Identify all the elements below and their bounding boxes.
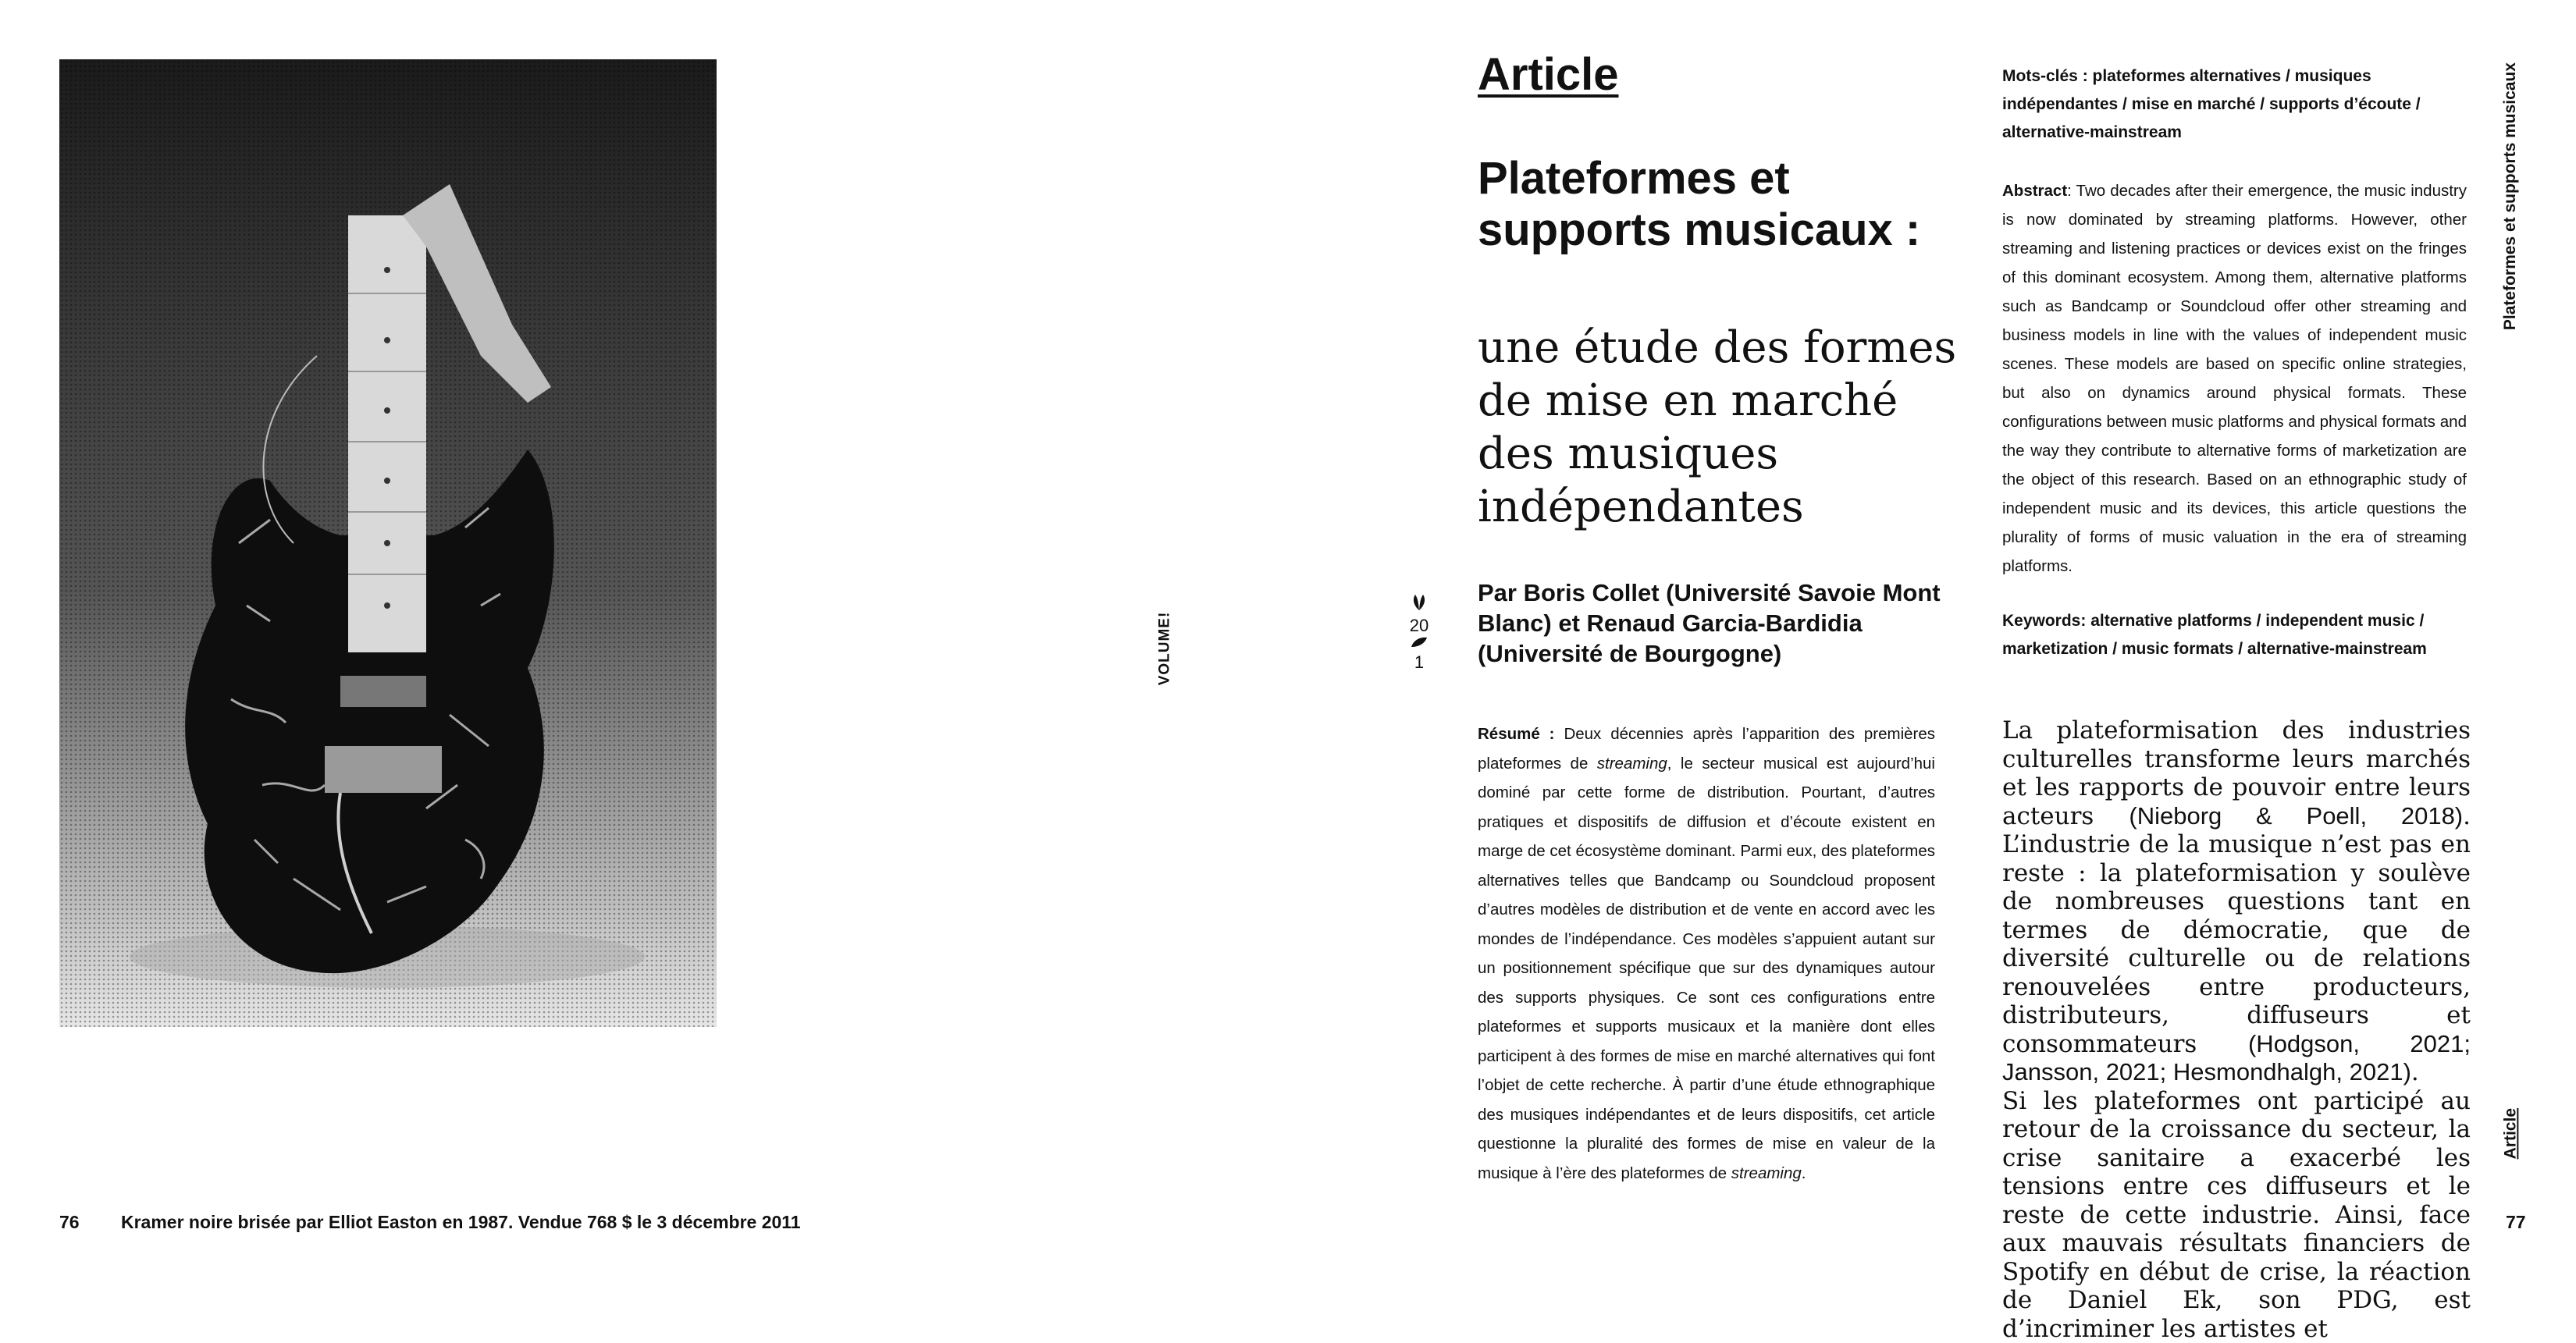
abstract-text: : Two decades after their emergence, the music industry is now dominated by streaming platforms. However, other streaming and listening practices or devices exist on the fringes of this dominant ecosystem. Among them, alternative platforms such as Bandcamp or Soundcloud offer other streaming and business models in line with the values of independent music scenes. These models are based on specific online strategies, but also on dynamics around physical formats. These configurations between music platforms and physical formats and the way they contribute to alternative forms of marketization are the object of this research. Based on an ethnographic study of independent music and its devices, this article questions the plurality of forms of music valuation in the era of streaming platforms. xyxy=(2002,182,2467,575)
keywords: Keywords: alternative platforms / independent music / marketization / music formats / alternative-mainstream xyxy=(2002,612,2427,658)
running-foot-text: Article xyxy=(2501,1108,2519,1160)
photo-caption: Kramer noire brisée par Elliot Easton en 1987. Vendue 768 $ le 3 décembre 2011 xyxy=(121,1212,801,1232)
citation-1: (Nieborg & Poell, 2018) xyxy=(2129,801,2464,830)
body-text-3: . xyxy=(2411,1058,2419,1086)
issue-number: 1 xyxy=(1414,652,1425,672)
guitar-photo xyxy=(59,59,717,1027)
resume-text-1: Deux décennies après l’apparition des premières plateformes de xyxy=(1478,725,1936,773)
citation-2: (Hodgson, 2021; Jansson, 2021; Hesmondhalgh, 2021) xyxy=(2002,1029,2471,1085)
page-number-left: 76 xyxy=(59,1212,80,1232)
running-head-text: Plateformes et supports musicaux xyxy=(2501,62,2519,331)
issue-mark xyxy=(1401,593,1437,673)
journal-volume-mark xyxy=(1156,609,1178,695)
resume-term-1: streaming xyxy=(1596,754,1667,773)
resume-text-3: . xyxy=(1801,1164,1806,1182)
guitar-illustration xyxy=(59,59,717,1027)
running-head xyxy=(2498,62,2524,343)
article-subtitle: une étude des formes de mise en marché des musiques indépendantes xyxy=(1478,322,1957,532)
section-heading: Article xyxy=(1478,49,1619,100)
article-authors: Par Boris Collet (Université Savoie Mont Blanc) et Renaud Garcia-Bardidia (Université de Bourgogne) xyxy=(1478,579,1941,667)
abstract-label: Abstract xyxy=(2002,182,2068,200)
journal-name: VOLUME! xyxy=(1156,611,1173,686)
body-paragraph-2: Si les plateformes ont participé au retour de la croissance du secteur, la crise sanitaire a exacerbé les tensions entre ces diffuseurs et le reste de cette industrie. Ainsi, face aux mauvais résultats financiers de Spotify en début de crise, la réaction de Daniel Ek, son PDG, est d’incriminer les artistes et xyxy=(2002,1086,2471,1343)
resume-paragraph xyxy=(1478,719,1935,1188)
running-foot xyxy=(2498,1108,2524,1171)
article-body xyxy=(2002,716,2471,1343)
article-title: Plateformes et supports musicaux : xyxy=(1478,153,1921,255)
resume-text-2: , le secteur musical est aujourd’hui dominé par cette forme de distribution. Pourtant, d’autres pratiques et dispositifs de diffusion et d’écoute existent en marge de cet écosystème dominant. Parmi eux, des plateformes alternatives telles que Bandcamp ou Soundcloud proposent d’autres modèles de distribution et de vente en accord avec les mondes de l’indépendance. Ces modèles s’appuient autant sur un positionnement spécifique que sur des dynamiques autour des supports physiques. Ce sont ces configurations entre plateformes et supports musicaux et la manière dont elles participent à des formes de mise en marché alternatives qui font l’objet de cette recherche. À partir d’une étude ethnographique des musiques indépendantes et de leurs dispositifs, cet article questionne la pluralité des formes de mise en valeur de la musique à l’ère des plateformes de xyxy=(1478,754,1935,1182)
body-text-2: . L’industrie de la musique n’est pas en reste : la plateformisation y soulève de nombreuses questions tant en termes de démocratie, que de diversité culturelle ou de relations renouvelées entre producteurs, distributeurs, diffuseurs et consommateurs xyxy=(2002,801,2471,1058)
abstract-paragraph xyxy=(2002,176,2467,581)
issue-volume-number: 20 xyxy=(1409,616,1429,635)
mots-cles: Mots-clés : plateformes alternatives / musiques indépendantes / mise en marché / supports d’écoute / alternative-mainstream xyxy=(2002,67,2421,141)
leaf-icon xyxy=(1409,593,1429,612)
page-number-right: 77 xyxy=(2506,1212,2526,1232)
leaf-separator-icon xyxy=(1409,636,1429,648)
resume-term-2: streaming xyxy=(1731,1164,1802,1182)
body-text-1: La plateformisation des industries culturelles transforme leurs marchés et les rapports de pouvoir entre leurs acteurs xyxy=(2002,716,2471,830)
resume-label: Résumé : xyxy=(1478,725,1555,743)
